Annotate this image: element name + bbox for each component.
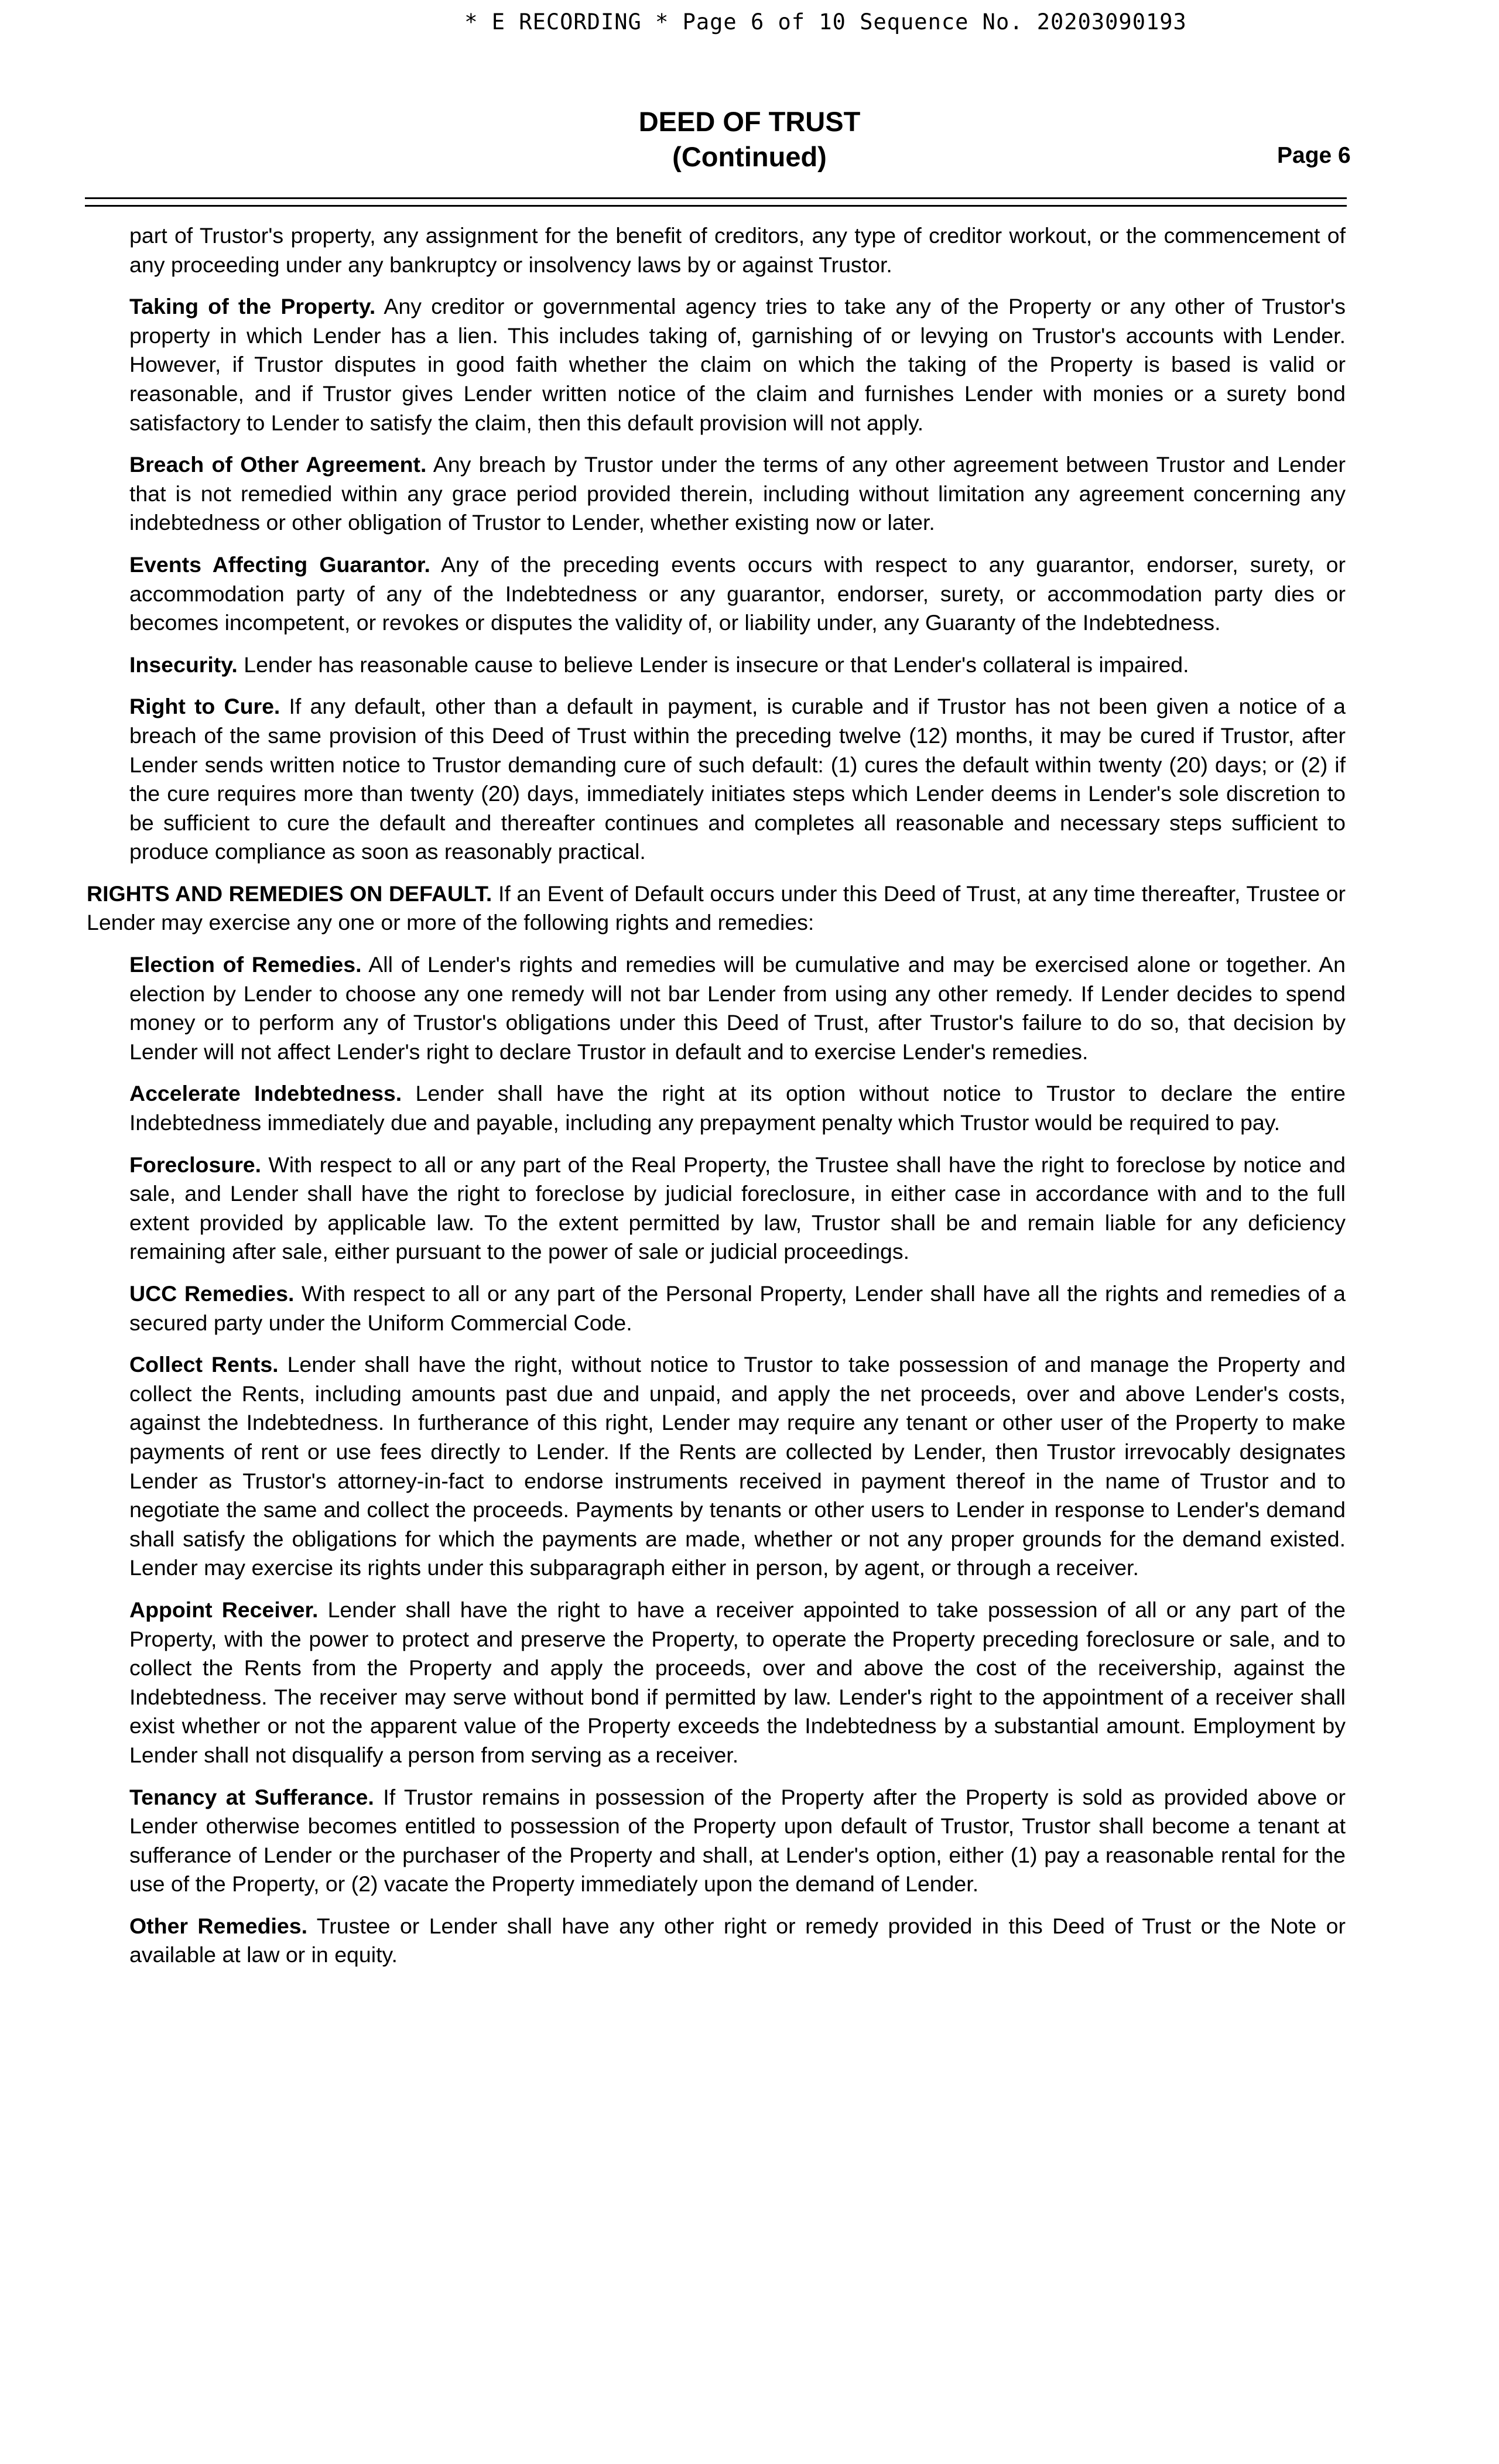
paragraph-collect-rents xyxy=(87,1350,1346,1583)
paragraph-text: All of Lender's rights and remedies will be cumulative and may be exercised alone or together. An election by Lender to choose any one remedy will not bar Lender from using any other remedy. If Lender decides to spend money or to perform any of Trustor's obligations under this Deed of Trust, after Trustor's failure to do so, that decision by Lender will not affect Lender's right to declare Trustor in default and to exercise Lender's remedies. xyxy=(129,952,1346,1064)
paragraph-text: If Trustor remains in possession of the Property after the Property is sold as provided above or Lender otherwise becomes entitled to possession of the Property upon default of Trustor, Trustor shall become a tenant at sufferance of Lender or the purchaser of the Property and shall, at Lender's option, either (1) pay a reasonable rental for the use of the Property, or (2) vacate the Property immediately upon the demand of Lender. xyxy=(129,1784,1346,1897)
paragraph-default-continued xyxy=(87,221,1346,279)
paragraph-text: With respect to all or any part of the Real Property, the Trustee shall have the right to foreclose by notice and sale, and Lender shall have the right to foreclose by judicial foreclosure, in either case in accordance with and to the full extent provided by applicable law. To the extent permitted by law, Trustor shall be and remain liable for any deficiency remaining after sale, either pursuant to the power of sale or judicial proceedings. xyxy=(129,1152,1346,1264)
paragraph-heading: Other Remedies. xyxy=(129,1913,308,1938)
paragraph-tenancy-at-sufferance xyxy=(87,1783,1346,1899)
paragraph-events-affecting-guarantor xyxy=(87,550,1346,638)
paragraph-heading: Right to Cure. xyxy=(129,694,280,719)
divider-line-top xyxy=(85,197,1347,199)
paragraph-breach-other-agreement xyxy=(87,450,1346,538)
divider-line-bottom xyxy=(85,205,1347,207)
paragraph-right-to-cure xyxy=(87,692,1346,867)
header-divider xyxy=(85,197,1347,213)
document-subtitle: (Continued) xyxy=(672,141,827,172)
section-heading: RIGHTS AND REMEDIES ON DEFAULT. xyxy=(87,881,492,906)
paragraph-accelerate-indebtedness xyxy=(87,1079,1346,1137)
paragraph-text: Lender shall have the right, without notice to Trustor to take possession of and manage the Property and collect the Rents, including amounts past due and unpaid, and apply the net proceeds, over and above Lender's costs, against the Indebtedness. In furtherance of this right, Lender may require any tenant or other user of the Property to make payments of rent or use fees directly to Lender. If the Rents are collected by Lender, then Trustor irrevocably designates Lender as Trustor's attorney-in-fact to endorse instruments received in payment thereof in the name of Trustor and to negotiate the same and collect the proceeds. Payments by tenants or other users to Lender in response to Lender's demand shall satisfy the obligations for which the payments are made, whether or not any proper grounds for the demand existed. Lender may exercise its rights under this subparagraph either in person, by agent, or through a receiver. xyxy=(129,1352,1346,1580)
paragraph-election-of-remedies xyxy=(87,950,1346,1066)
paragraph-text: Lender shall have the right at its option without notice to Trustor to declare the entire Indebtedness immediately due and payable, including any prepayment penalty which Trustor would be required to pay. xyxy=(129,1081,1346,1135)
paragraph-text: part of Trustor's property, any assignment for the benefit of creditors, any type of creditor workout, or the commencement of any proceeding under any bankruptcy or insolvency laws by or against Trustor. xyxy=(129,223,1346,277)
document-body xyxy=(87,221,1346,1983)
paragraph-insecurity xyxy=(87,651,1346,680)
document-header xyxy=(0,104,1499,174)
section-rights-and-remedies xyxy=(87,879,1346,937)
paragraph-heading: Events Affecting Guarantor. xyxy=(129,552,430,577)
paragraph-heading: Foreclosure. xyxy=(129,1152,262,1177)
paragraph-heading: Appoint Receiver. xyxy=(129,1597,319,1622)
paragraph-heading: Collect Rents. xyxy=(129,1352,279,1377)
paragraph-text: If any default, other than a default in payment, is curable and if Trustor has not been given a notice of a breach of the same provision of this Deed of Trust within the preceding twelve (12) months, it may be cured if Trustor, after Lender sends written notice to Trustor demanding cure of such default: (1) cures the default within twenty (20) days; or (2) if the cure requires more than twenty (20) days, immediately initiates steps which Lender deems in Lender's sole discretion to be sufficient to cure the default and thereafter continues and completes all reasonable and necessary steps sufficient to produce compliance as soon as reasonably practical. xyxy=(129,694,1346,864)
paragraph-other-remedies xyxy=(87,1912,1346,1970)
paragraph-heading: Tenancy at Sufferance. xyxy=(129,1784,374,1809)
paragraph-taking-of-property xyxy=(87,292,1346,437)
document-title: DEED OF TRUST xyxy=(638,106,861,137)
paragraph-text: Lender shall have the right to have a receiver appointed to take possession of all or any part of the Property, with the power to protect and preserve the Property, to operate the Property preceding foreclosure or sale, and to collect the Rents from the Property and apply the proceeds, over and above the cost of the receivership, against the Indebtedness. The receiver may serve without bond if permitted by law. Lender's right to the appointment of a receiver shall exist whether or not the apparent value of the Property exceeds the Indebtedness by a substantial amount. Employment by Lender shall not disqualify a person from serving as a receiver. xyxy=(129,1597,1346,1767)
paragraph-heading: Election of Remedies. xyxy=(129,952,362,977)
paragraph-heading: Breach of Other Agreement. xyxy=(129,452,427,477)
paragraph-text: Any of the preceding events occurs with respect to any guarantor, endorser, surety, or accommodation party of any of the Indebtedness or any guarantor, endorser, surety, or accommodation party dies or becomes incompetent, or revokes or disputes the validity of, or liability under, any Guaranty of the Indebtedness. xyxy=(129,552,1346,635)
paragraph-heading: Taking of the Property. xyxy=(129,294,376,319)
paragraph-text: With respect to all or any part of the Personal Property, Lender shall have all the rights and remedies of a secured party under the Uniform Commercial Code. xyxy=(129,1281,1346,1335)
paragraph-text: If an Event of Default occurs under this Deed of Trust, at any time thereafter, Trustee or Lender may exercise any one or more of the following rights and remedies: xyxy=(87,881,1346,935)
paragraph-text: Any breach by Trustor under the terms of any other agreement between Trustor and Lender that is not remedied within any grace period provided therein, including without limitation any agreement concerning any indebtedness or other obligation of Trustor to Lender, whether existing now or later. xyxy=(129,452,1346,535)
paragraph-appoint-receiver xyxy=(87,1596,1346,1770)
paragraph-heading: UCC Remedies. xyxy=(129,1281,295,1306)
paragraph-heading: Accelerate Indebtedness. xyxy=(129,1081,402,1106)
paragraph-text: Lender has reasonable cause to believe Lender is insecure or that Lender's collateral is impaired. xyxy=(244,652,1189,677)
paragraph-heading: Insecurity. xyxy=(129,652,238,677)
paragraph-text: Trustee or Lender shall have any other right or remedy provided in this Deed of Trust or the Note or available at law or in equity. xyxy=(129,1913,1346,1967)
recording-stamp: * E RECORDING * Page 6 of 10 Sequence No. 20203090193 xyxy=(464,9,1187,35)
paragraph-ucc-remedies xyxy=(87,1279,1346,1337)
paragraph-text: Any creditor or governmental agency tries to take any of the Property or any other of Trustor's property in which Lender has a lien. This includes taking of, garnishing of or levying on Trustor's accounts with Lender. However, if Trustor disputes in good faith whether the claim on which the taking of the Property is based is valid or reasonable, and if Trustor gives Lender written notice of the claim and furnishes Lender with monies or a surety bond satisfactory to Lender to satisfy the claim, then this default provision will not apply. xyxy=(129,294,1346,435)
page-number: Page 6 xyxy=(1277,143,1351,168)
paragraph-foreclosure xyxy=(87,1151,1346,1267)
